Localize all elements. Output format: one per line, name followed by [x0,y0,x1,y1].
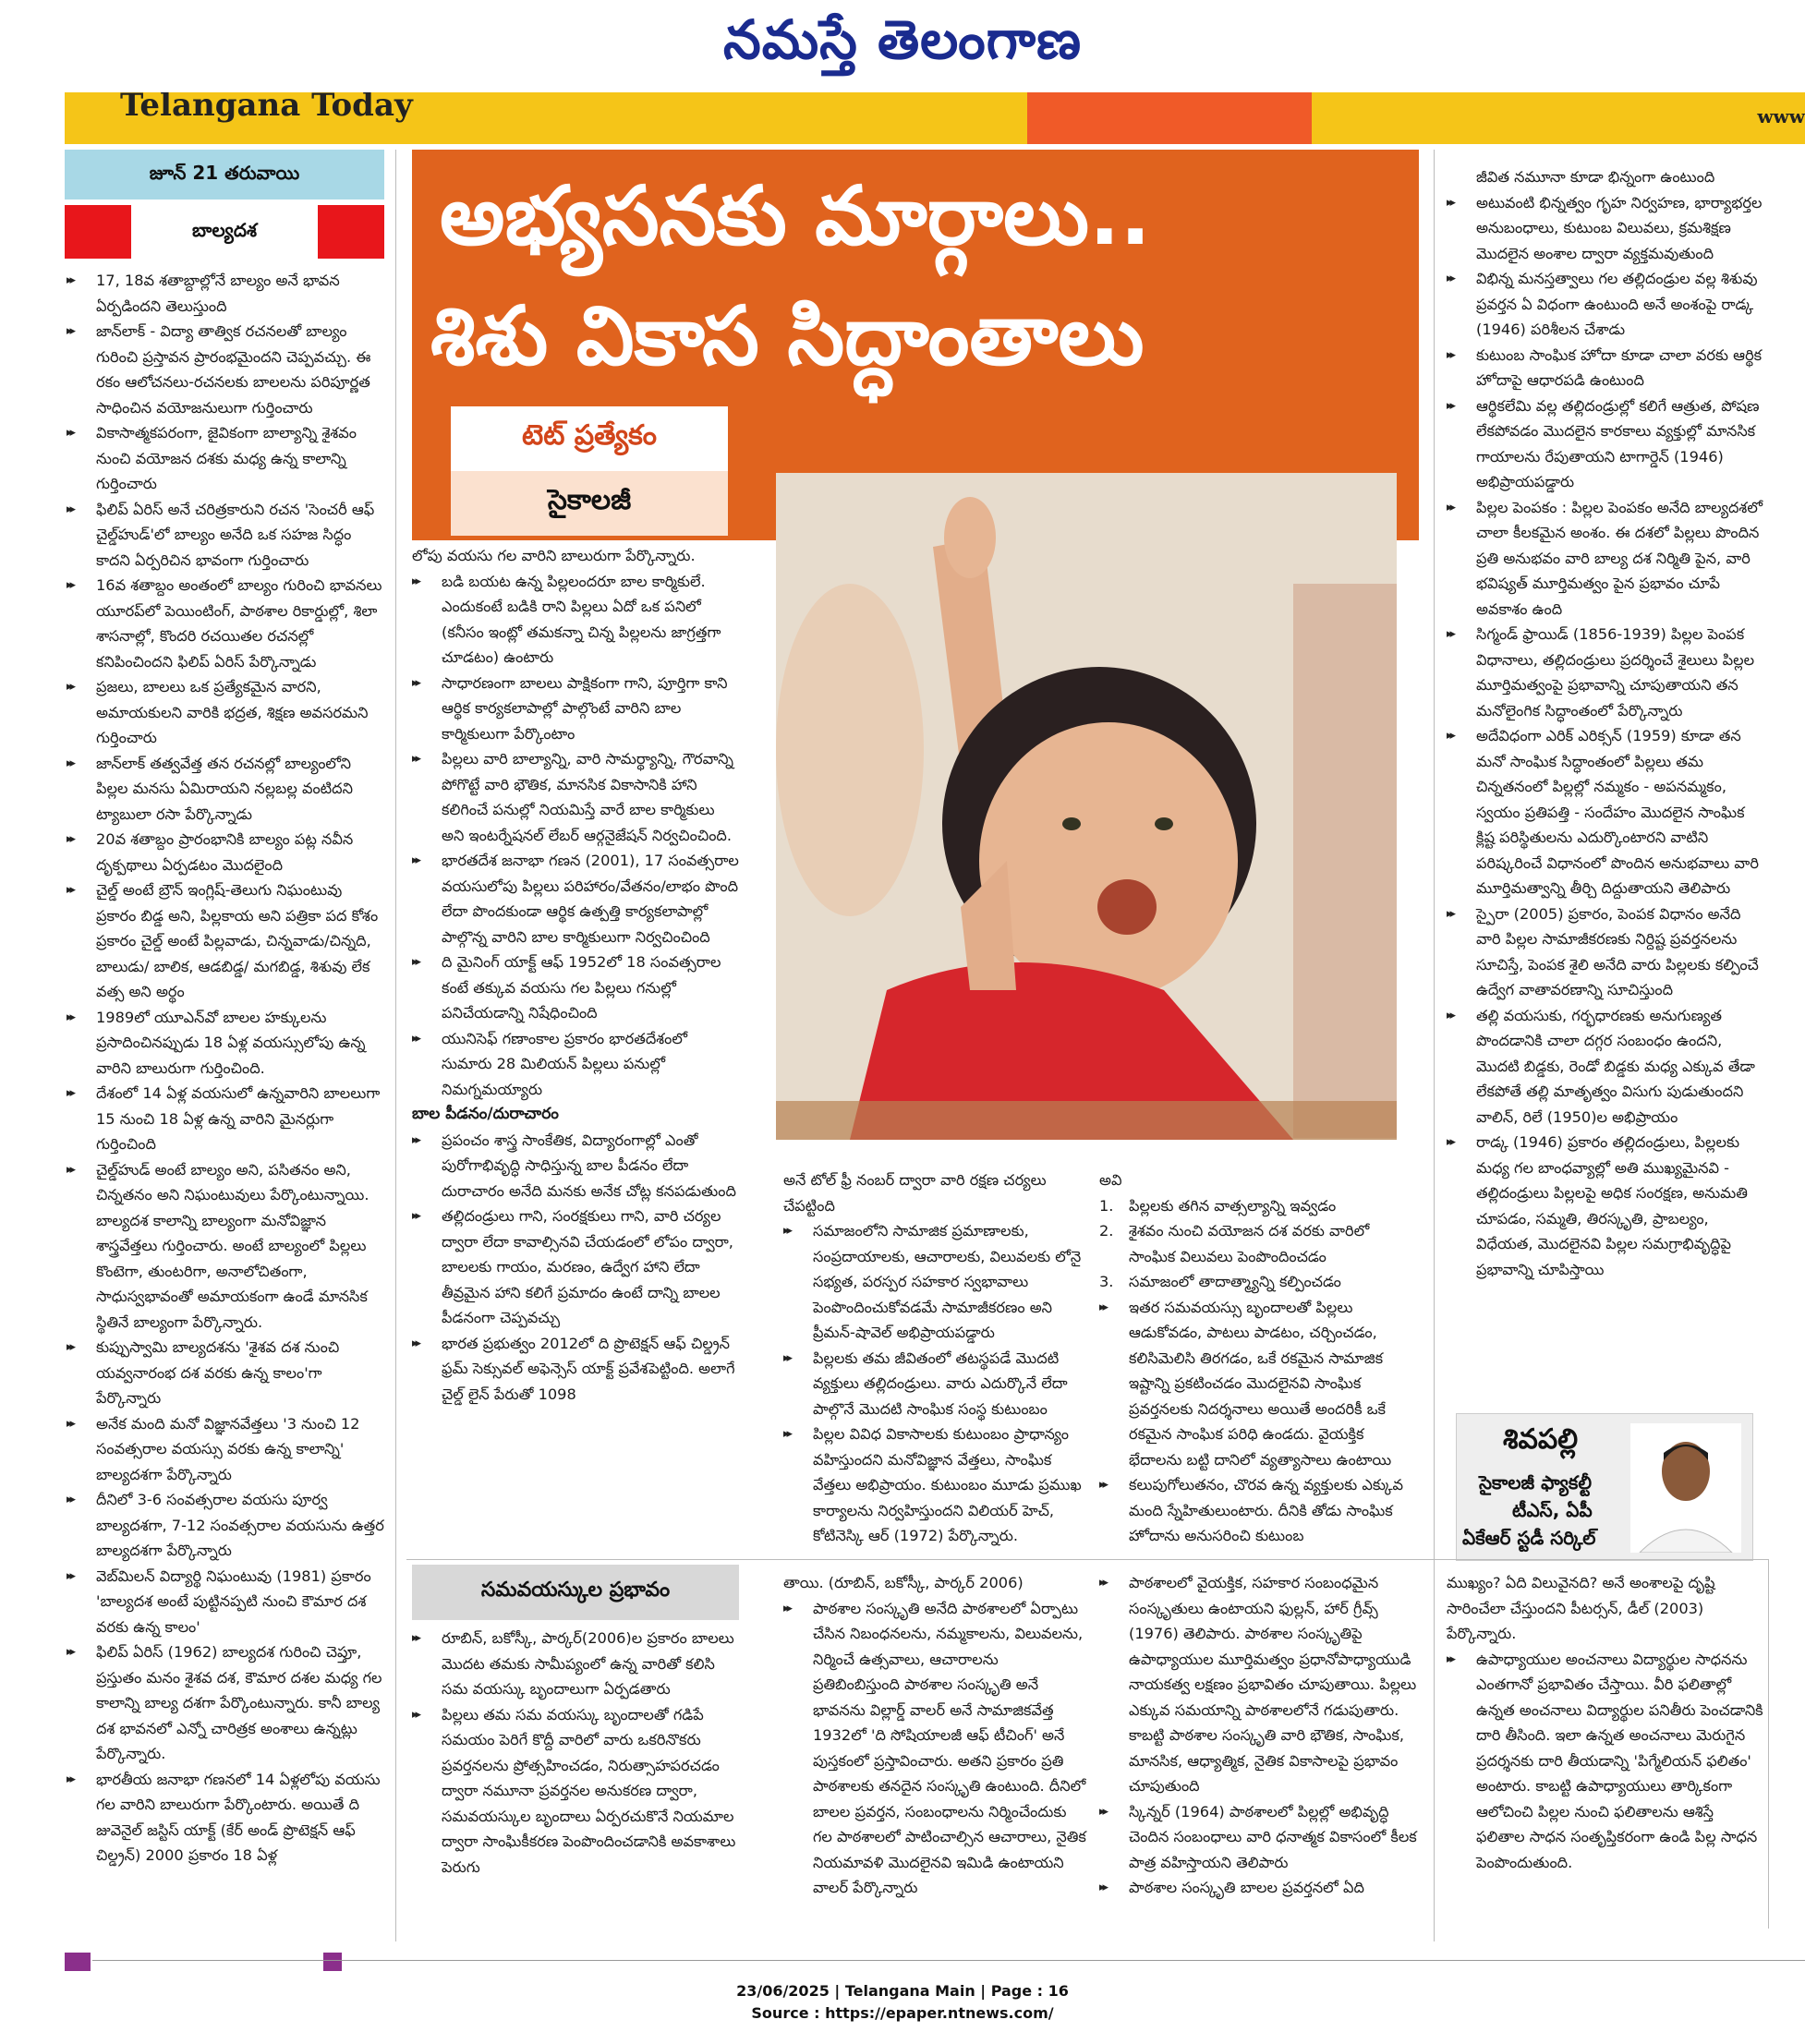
item-text: పిల్లలకు తగిన వాత్సల్యాన్ని ఇవ్వడం [1129,1196,1337,1215]
list-item: ▸▸ ప్రపంచం శాస్త్ర సాంకేతిక, విద్యారంగాల్లో ఎంతో పురోగాభివృద్ధి సాధిస్తున్న బాల పీడనం లేదా దురాచారం అనేది మనకు అనేక చోట్ల కనపడుతుంది [412,1128,739,1204]
web-label: www [1757,105,1805,127]
section-label-box [65,205,384,259]
red-block-right [318,205,384,259]
list-item: ▸▸ దీనిలో 3-6 సంవత్సరాల వయసు పూర్వ బాల్యదశగా, 7-12 సంవత్సరాల వయసును ఉత్తర బాల్యదశగా పేర్కొన్నారు [67,1487,386,1564]
list-item: ▸▸ బడి బయట ఉన్న పిల్లలందరూ బాల కార్మికులే. ఎందుకంటే బడికి రాని పిల్లలు ఏదో ఒక పనిలో (కనీసం ఇంట్లో తమకన్నా చిన్న పిల్లలను జాగ్రత్తగా చూడటం) ఉంటారు [412,569,739,671]
list-item: ▸▸ వికాసాత్మకపరంగా, జైవికంగా బాల్యాన్ని శైశవం నుంచి వయోజన దశకు మధ్య ఉన్న కాలాన్ని గుర్తించారు [67,420,386,497]
list-item: ▸▸ ది మైనింగ్ యాక్ట్ ఆఫ్ 1952లో 18 సంవత్సరాల కంటే తక్కువ వయసు గల పిల్లలు గనుల్లో పనిచేయడాన్ని నిషేధించింది [412,949,739,1026]
list-item: ▸▸ కుటుంబ సాంఘిక హోదా కూడా చాలా వరకు ఆర్థిక హోదాపై ఆధారపడి ఉంటుంది [1447,343,1766,393]
red-block-left [65,205,131,259]
list-item: ▸▸ పిల్లలు వారి బాల్యాన్ని, వారి సామర్థ్యాన్ని, గౌరవాన్ని పోగొట్టే వారి భౌతిక, మానసిక వికాసానికి హాని కలిగించే పనుల్లో నియమిస్తే వారే బాల కార్మికులు అని ఇంటర్నేషనల్ లేబర్ ఆర్గనైజేషన్ నిర్వచించింది. [412,746,739,848]
list-item: ▸▸ పిల్లల వివిధ వికాసాలకు కుటుంబం ప్రాధాన్యం వహిస్తుందని మనోవిజ్ఞాన వేత్తలు, సాంఘిక వేత్తలు అభిప్రాయం. కుటుంబం మూడు ప్రముఖ కార్యాలను నిర్వహిస్తుందని విలియర్ హెచ్, కోటినెస్కి ఆర్ (1972) పేర్కొన్నారు. [783,1421,1088,1549]
list-item: ▸▸ పాఠశాల సంస్కృతి బాలల ప్రవర్తనలో ఏది [1099,1875,1419,1901]
list-item: ▸▸ కలుపుగోలుతనం, చొరవ ఉన్న వ్యక్తులకు ఎక్కువ మంది స్నేహితులుంటారు. దీనికి తోడు సాంఘిక హోదాను అనుసరించి కుటుంబ [1099,1472,1419,1549]
peer-influence-label: సమవయస్కుల ప్రభావం [480,1578,671,1602]
list-item: ▸▸ విభిన్న మనస్తత్వాలు గల తల్లిదండ్రుల వల్ల శిశువు ప్రవర్తన ఏ విధంగా ఉంటుంది అనే అంశంపై రాడ్క (1946) పరిశీలన చేశాడు [1447,266,1766,343]
list-item: ▸▸ స్కిన్నర్ (1964) పాఠశాలలో పిల్లల్లో అభివృద్ధి చెందిన సంబంధాలు వారి ధనాత్మక వికాసంలో కీలక పాత్ర వహిస్తాయని తెలిపారు [1099,1799,1419,1876]
author-region: టీఎస్, ఏపీ [1512,1499,1593,1521]
peer-col2-lead: తాయి. (రూబిన్, బకోస్కీ, పార్కర్ 2006) [783,1574,1024,1591]
list-item: ▸▸ దేశంలో 14 ఏళ్ల వయసులో ఉన్నవారిని బాలలుగా 15 నుంచి 18 ఏళ్ల ఉన్న వారిని మైనర్లుగా గుర్తించింది [67,1081,386,1157]
column-3-lead: అనే టోల్ ఫ్రీ నంబర్ ద్వారా వారి రక్షణ చర్యలు చేపట్టింది [783,1171,1047,1215]
top-strip [65,92,1805,144]
peer-col4-lead: ముఖ్యం? ఏది విలువైనది? అనే అంశాలపై దృష్టి సారించేలా చేస్తుందని పీటర్సన్, డీల్ (2003) పేర్కొన్నారు. [1447,1574,1715,1642]
list-item: ▸▸ జాన్‌లాక్ తత్వవేత్త తన రచనల్లో బాల్యంలోని పిల్లల మనసు ఏమిరాయని నల్లబల్ల వంటిదని ట్యాబులా రసా పేర్కొన్నాడు [67,751,386,828]
peer-column-1 [412,1626,739,1880]
column-4-numbered [1099,1193,1419,1295]
headline-line-2: శిశు వికాస సిద్ధాంతాలు [430,288,1145,383]
list-item: ▸▸ భారతదేశ జనాభా గణన (2001), 17 సంవత్సరాల వయసులోపు పిల్లలు పరిహారం/వేతనం/లాభం పొంది లేదా పొందకుండా ఆర్థిక ఉత్పత్తి కార్యకలాపాల్లో పాల్గొన్న వారిని బాల కార్మికులుగా నిర్వచించింది [412,848,739,949]
column-5 [1447,164,1766,1282]
continued-box [65,150,384,200]
peer-list-3 [1099,1570,1419,1901]
column-5-list [1447,190,1766,1283]
brand-block [1027,92,1312,144]
peer-column-2 [783,1570,1088,1901]
list-item: ▸▸ స్పైరా (2005) ప్రకారం, పెంపక విధానం అనేది వారి పిల్లల సామాజీకరణకు నిర్దిష్ట ప్రవర్తనలను సూచిస్తే, పెంపక శైలి అనేది వారు పిల్లలకు కల్పించే ఉద్వేగ వాతావరణాన్ని సూచిస్తుంది [1447,901,1766,1003]
footer-source-line: Source : https://epaper.ntnews.com/ [751,2004,1054,2022]
column-rule [1434,150,1435,1941]
column-4-list [1099,1295,1419,1549]
list-item: ▸▸ తల్లి వయసుకు, గర్భధారణకు అనుగుణ్యత పొందడానికి చాలా దగ్గర సంబంధం ఉందని, మొదటి బిడ్డకు, రెండో బిడ్డకు మధ్య ఎక్కువ తేడా లేకపోతే తల్లి మాతృత్వం విసుగు పుడుతుందని వాలిన్, రిలే (1950)ల అభిప్రాయం [1447,1003,1766,1131]
list-item: ▸▸ పిల్లలకు తమ జీవితంలో తటస్థపడే మొదటి వ్యక్తులు తల్లిదండ్రులు. వారు ఎదుర్కొనే లేదా పాల్గొనే మొదటి సాంఘిక సంస్థ కుటుంబం [783,1346,1088,1422]
tet-special-tag: టెట్ ప్రత్యేకం [451,406,728,471]
list-item: ▸▸ అటువంటి భిన్నత్వం గృహ నిర్వహణ, భార్యాభర్తల అనుబంధాలు, కుటుంబ విలువలు, క్రమశిక్షణ మొదలైన అంశాల ద్వారా వ్యక్తమవుతుంది [1447,190,1766,267]
list-item: ▸▸ పాఠశాలలో వైయక్తిక, సహకార సంబంధమైన సంస్కృతులు ఉంటాయని ఫుల్లన్, హార్ గ్రీవ్స్ (1976) తెలిపారు. పాఠశాల సంస్కృతిపై ఉపాధ్యాయుల మూర్తిమత్వం ప్రధానోపాధ్యాయుడి నాయకత్వ లక్షణం ప్రభావితం చూపుతాయి. పిల్లలు ఎక్కువ సమయాన్ని పాఠశాలలోనే గడుపుతారు. కాబట్టి పాఠశాల సంస్కృతి వారి భౌతిక, సాంఘిక, మానసిక, ఆధ్యాత్మిక, నైతిక వికాసాలపై ప్రభావం చూపుతుంది [1099,1570,1419,1799]
numbered-item [1099,1193,1419,1219]
author-name: శివపల్లి [1503,1423,1579,1456]
peer-list-2 [783,1596,1088,1901]
list-item: ▸▸ ప్రజలు, బాలలు ఒక ప్రత్యేకమైన వారని, అమాయకులని వారికి భద్రత, శిక్షణ అవసరమని గుర్తించారు [67,674,386,751]
continued-label: జూన్ 21 తరువాయి [149,161,300,184]
column-2-list [412,569,739,1103]
column-2-lead: లోపు వయసు గల వారిని బాలురుగా పేర్కొన్నారు. [412,547,696,564]
telangana-today-logo: Telangana Today [120,92,413,124]
list-item: ▸▸ అనేక మంది మనో విజ్ఞానవేత్తలు '3 నుంచి 12 సంవత్సరాల వయస్సు వరకు ఉన్న కాలాన్ని' బాల్యదశగా పేర్కొన్నారు [67,1411,386,1488]
footer [0,1980,1805,2025]
column-2-list-2 [412,1128,739,1408]
column-rule [1768,1559,1769,1929]
psychology-tag: సైకాలజీ [451,471,728,536]
list-item: ▸▸ రూబిన్, బకోస్కీ, పార్కర్(2006)ల ప్రకారం బాలలు మొదట తమకు సామీప్యంలో ఉన్న వారితో కలిసి సమ వయస్కు బృందాలుగా ఏర్పడతారు [412,1626,739,1702]
list-item: ▸▸ అదేవిధంగా ఎరిక్ ఎరిక్సన్ (1959) కూడా తన మనో సాంఘిక సిద్ధాంతంలో పిల్లలు తమ చిన్నతనంలో పిల్లల్లో నమ్మకం - అపనమ్మకం, స్వయం ప్రతిపత్తి - సందేహం మొదలైన సాంఘిక క్లిష్ట పరిస్థితులను ఎదుర్కొంటారని వాటిని పరిష్కరించే విధానంలో పొందిన అనుభవాలు వారి మూర్తిమత్వాన్ని తీర్చి దిద్దుతాయని తెలిపారు [1447,723,1766,901]
author-avatar [1630,1423,1741,1553]
list-item: ▸▸ ఉపాధ్యాయుల అంచనాలు విద్యార్థుల సాధనను ఎంతగానో ప్రభావితం చేస్తాయి. వీరి ఫలితాల్లో ఉన్నత అంచనాలు విద్యార్థుల పనితీరు పెంచడానికి దారి తీసింది. ఇలా ఉన్నత అంచనాలు మెరుగైన ప్రదర్శనకు దారి తీయడాన్ని 'పిగ్మేలియన్ ఫలితం' అంటారు. కాబట్టి ఉపాధ్యాయులు తార్కికంగా ఆలోచించి పిల్లల నుంచి ఫలితాలను ఆశిస్తే ఫలితాల సాధన సంతృప్తికరంగా ఉండి పిల్ల సాధన పెంపొందుతుంది. [1447,1647,1766,1876]
item-number: 1. [1099,1196,1114,1215]
bottom-strip [65,1949,1805,1973]
list-item: ▸▸ కుప్పుస్వామి బాల్యదశను 'శైశవ దశ నుంచి యవ్వనారంభ దశ వరకు ఉన్న కాలం'గా పేర్కొన్నారు [67,1335,386,1411]
item-number: 3. [1099,1273,1114,1290]
child-illustration [776,473,1397,1140]
item-number: 2. [1099,1222,1114,1240]
peer-influence-heading [412,1565,739,1620]
list-item: ▸▸ రాడ్క (1946) ప్రకారం తల్లిదండ్రులు, పిల్లలకు మధ్య గల బాంధవ్యాల్లో అతి ముఖ్యమైనవి - తల్లిదండ్రులు పిల్లలపై అధిక సంరక్షణ, అనుమతి చూపడం, సమ్మతి, తిరస్కృతి, ప్రాబల్యం, విధేయత, మొదలైనవి పిల్లల సమగ్రాభివృద్ధిపై ప్రభావాన్ని చూపిస్తాయి [1447,1130,1766,1282]
masthead-title: నమస్తే తెలంగాణ [723,7,1082,71]
headline-line-1: అభ్యసనకు మార్గాలు.. [440,168,1151,263]
section-rule [406,1559,1768,1560]
masthead [0,0,1805,92]
list-item: ▸▸ 20వ శతాబ్దం ప్రారంభానికి బాల్యం పట్ల నవీన దృక్పథాలు ఏర్పడటం మొదలైంది [67,827,386,877]
peer-column-4 [1447,1570,1766,1875]
list-item: ▸▸ భారతీయ జనాభా గణనలో 14 ఏళ్లలోపు వయసు గల వారిని బాలురుగా పేర్కొంటారు. అయితే ది జువెనైల్ జస్టిస్ యాక్ట్ (కేర్ అండ్ ప్రొటెక్షన్ ఆఫ్ చిల్డ్రన్) 2000 ప్రకారం 18 ఏళ్ల [67,1767,386,1869]
list-item: ▸▸ పాఠశాల సంస్కృతి అనేది పాఠశాలలో ఏర్పాటు చేసిన నిబంధనలను, నమ్మకాలను, విలువలను, నిర్మించే ఉత్సవాలు, ఆచారాలను ప్రతిబింబిస్తుంది పాఠశాల సంస్కృతి అనే భావనను విల్లార్డ్ వాలర్ అనే సామాజికవేత్త 1932లో 'ది సోషియాలజీ ఆఫ్ టీచింగ్' అనే పుస్తకంలో ప్రస్తావించారు. అతని ప్రకారం ప్రతి పాఠశాలకు తనదైన సంస్కృతి ఉంటుంది. దీనిలో బాలల ప్రవర్తన, సంబంధాలను నిర్మించేందుకు గల పాఠశాలలో పాటించాల్సిన ఆచారాలు, నైతిక నియమావళి మొదలైనవి ఇమిడి ఉంటాయని వాలర్ పేర్కొన్నారు [783,1596,1088,1901]
list-item: ▸▸ సాధారణంగా బాలలు పాక్షికంగా గాని, పూర్తిగా కాని ఆర్థిక కార్యకలాపాల్లో పాల్గొంటే వారిని బాల కార్మికులుగా పేర్కొంటాం [412,671,739,747]
list-item: ▸▸ తల్లిదండ్రులు గాని, సంరక్షకులు గాని, వారి చర్యల ద్వారా లేదా కావాల్సినవి చేయడంలో లోపం ద్వారా, బాలలకు గాయం, మరణం, ఉద్వేగ హాని లేదా తీవ్రమైన హాని కలిగే ప్రమాదం ఉంటే దాన్ని బాలల పీడనంగా చెప్పవచ్చు [412,1203,739,1331]
item-text: సమాజంలో తాదాత్మ్యాన్ని కల్పించడం [1129,1273,1341,1290]
column-3-list [783,1218,1088,1549]
list-item: ▸▸ 17, 18వ శతాబ్దాల్లోనే బాల్యం అనే భావన ఏర్పడిందని తెలుస్తుంది [67,268,386,319]
list-item: ▸▸ ఇతర సమవయస్సు బృందాలతో పిల్లలు ఆడుకోవడం, పాటలు పాడటం, చర్చించడం, కలిసిమెలిసి తిరగడం, ఒకే రకమైన సామాజిక ఇష్టాన్ని ప్రకటించడం మొదలైనవి సాంఘిక ప్రవర్తనలకు నిదర్శనాలు అయితే అందరికీ ఒకే రకమైన సాంఘిక పరిధి ఉండదు. వైయక్తిక భేదాలను బట్టి దానిలో వ్యత్యాసాలు ఉంటాయి [1099,1295,1419,1473]
column-rule [395,150,396,1941]
list-item: ▸▸ ఆర్థికలేమి వల్ల తల్లిదండ్రుల్లో కలిగే ఆత్రుత, పోషణ లేకపోవడం మొదలైన కారకాలు వ్యక్తుల్లో మానసిక గాయాలను రేపుతాయని టాగార్డెన్ (1946) అభిప్రాయపడ్డారు [1447,393,1766,495]
peer-list-1 [412,1626,739,1880]
child-photo [776,473,1397,1140]
column-2 [412,543,739,1407]
list-item: ▸▸ 1989లో యూఎన్‌వో బాలల హక్కులను ప్రసాదించినప్పుడు 18 ఏళ్ల వయస్సులోపు ఉన్న వారిని బాలురుగా గుర్తించింది. [67,1005,386,1082]
footer-date-line: 23/06/2025 | Telangana Main | Page : 16 [736,1982,1069,2000]
list-item: ▸▸ ఫిలిప్ ఏరిస్ అనే చరిత్రకారుని రచన 'సెంచరీ ఆఫ్ చైల్డ్‌హుడ్'లో బాల్యం అనేది ఒక సహజ సిద్ధం కాదని ఏర్పరిచిన భావంగా గుర్తించారు [67,497,386,574]
column-4-lead: అవి [1099,1171,1122,1189]
author-designation: సైకాలజీ ఫ్యాకల్టీ [1479,1471,1593,1494]
list-item: ▸▸ చైల్డ్ అంటే బ్రౌన్ ఇంగ్లిష్-తెలుగు నిఘంటువు ప్రకారం బిడ్డ అని, పిల్లకాయ అని పత్రికా పద కోశం ప్రకారం చైల్డ్ అంటే పిల్లవాడు, చిన్నవాడు/చిన్నది, బాలుడు/ బాలిక, ఆడబిడ్డ/ మగబిడ్డ, శిశువు లేక వత్స అని అర్థం [67,877,386,1005]
column-3 [783,1167,1088,1549]
list-item: ▸▸ 16వ శతాబ్దం అంతంలో బాల్యం గురించి భావనలు యూరప్‌లో పెయింటింగ్, పాఠశాల రికార్డుల్లో, శిలా శాసనాల్లో, కొందరి రచయితల రచనల్లో కనిపించిందని ఫిలిప్ ఏరిస్ పేర్కొన్నాడు [67,573,386,674]
item-text: శైశవం నుంచి వయోజన దశ వరకు వారిలో సాంఘిక విలువలు పెంపొందించడం [1129,1222,1370,1265]
peer-list-4 [1447,1647,1766,1876]
column-5-lead: జీవిత నమూనా కూడా భిన్నంగా ఉంటుంది [1476,168,1715,186]
list-item: ▸▸ ఫిలిప్ ఏరిస్ (1962) బాల్యదశ గురించి చెప్తూ, ప్రస్తుతం మనం శైశవ దశ, కౌమార దశల మధ్య గల కాలాన్ని బాల్య దశగా పేర్కొంటున్నారు. కానీ బాల్య దశ భావనలో ఎన్నో చారిత్రక అంశాలు ఉన్నట్లు పేర్కొన్నారు. [67,1639,386,1767]
list-item: ▸▸ భారత ప్రభుత్వం 2012లో ది ప్రొటెక్షన్ ఆఫ్ చిల్డ్రన్ ఫ్రమ్ సెక్సువల్ అఫెన్సెస్ యాక్ట్ ప్రవేశపెట్టింది. అలాగే చైల్డ్ లైన్ పేరుతో 1098 [412,1331,739,1408]
list-item: ▸▸ వెబ్‌మిలన్ విద్యార్థి నిఘంటువు (1981) ప్రకారం 'బాల్యదశ అంటే పుట్టినప్పటి నుంచి కౌమార దశ వరకు ఉన్న కాలం' [67,1564,386,1640]
peer-column-3 [1099,1570,1419,1901]
author-institute: ఏకేఆర్ స్టడీ సర్కిల్ [1462,1527,1596,1549]
child-abuse-subhead: బాల పీడనం/దురాచారం [412,1105,559,1123]
author-box [1456,1413,1753,1561]
left-column [67,268,386,1869]
list-item: ▸▸ జాన్‌లాక్ - విద్యా తాత్విక రచనలతో బాల్యం గురించి ప్రస్తావన ప్రారంభమైందని చెప్పవచ్చు. ఈ రకం ఆలోచనలు-రచనలకు బాలలను పరిపూర్ణత సాధించిన వయోజనులుగా గుర్తించారు [67,319,386,420]
list-item: ▸▸ పిల్లలు తమ సమ వయస్కు బృందాలతో గడిపే సమయం పెరిగే కొద్దీ వారిలో వారు ఒకరినొకరు ప్రవర్తనలను ప్రోత్సహించడం, నిరుత్సాహపరచడం ద్వారా నమూనా ప్రవర్తనల అనుకరణ ద్వారా, సమవయస్కుల బృందాలు ఏర్పరచుకొనే నియమాల ద్వారా సాంఘికీకరణ పెంపొందించడానికి అవకాశాలు పెరుగు [412,1702,739,1881]
list-item: ▸▸ పిల్లల పెంపకం : పిల్లల పెంపకం అనేది బాల్యదశలో చాలా కీలకమైన అంశం. ఈ దశలో పిల్లలు పొందిన ప్రతి అనుభవం వారి బాల్య దశ నిర్మితి పైన, వారి భవిష్యత్ మూర్తిమత్వం పైన ప్రభావం చూపే అవకాశం ఉంది [1447,495,1766,623]
list-item: ▸▸ సిగ్మండ్ ఫ్రాయిడ్ (1856-1939) పిల్లల పెంపక విధానాలు, తల్లిదండ్రులు ప్రదర్శించే శైలులు పిల్లల మూర్తిమత్వంపై ప్రభావాన్ని చూపుతాయని తన మనోలైంగిక సిద్ధాంతంలో పేర్కొన్నారు [1447,622,1766,723]
numbered-item [1099,1269,1419,1295]
list-item: ▸▸ సమాజంలోని సామాజిక ప్రమాణాలకు, సంప్రదాయాలకు, ఆచారాలకు, విలువలకు లోనై సభ్యత, పరస్పర సహకార స్వభావాలు పెంపొందించుకోవడమే సామాజీకరణం అని ప్రీమన్-షావెల్ అభిప్రాయపడ్డారు [783,1218,1088,1346]
section-label: బాల్యదశ [192,218,257,241]
column-4 [1099,1167,1419,1549]
numbered-item [1099,1218,1419,1269]
list-item: ▸▸ చైల్డ్‌హుడ్ అంటే బాల్యం అని, పసితనం అని, చిన్నతనం అని నిఘంటువులు పేర్కొంటున్నాయి. బాల్యదశ కాలాన్ని బాల్యంగా మనోవిజ్ఞాన శాస్త్రవేత్తలు గుర్తించారు. అంటే బాల్యంలో పిల్లలు కొంటెగా, తుంటరిగా, అనాలోచితంగా, సాధుస్వభావంతో అమాయకంగా ఉండే మానసిక స్థితినే బాల్యంగా పేర్కొన్నారు. [67,1157,386,1336]
list-item: ▸▸ యునిసెఫ్ గణాంకాల ప్రకారం భారతదేశంలో సుమారు 28 మిలియన్ పిల్లలు పనుల్లో నిమగ్నమయ్యారు [412,1026,739,1103]
left-column-list [67,268,386,1869]
